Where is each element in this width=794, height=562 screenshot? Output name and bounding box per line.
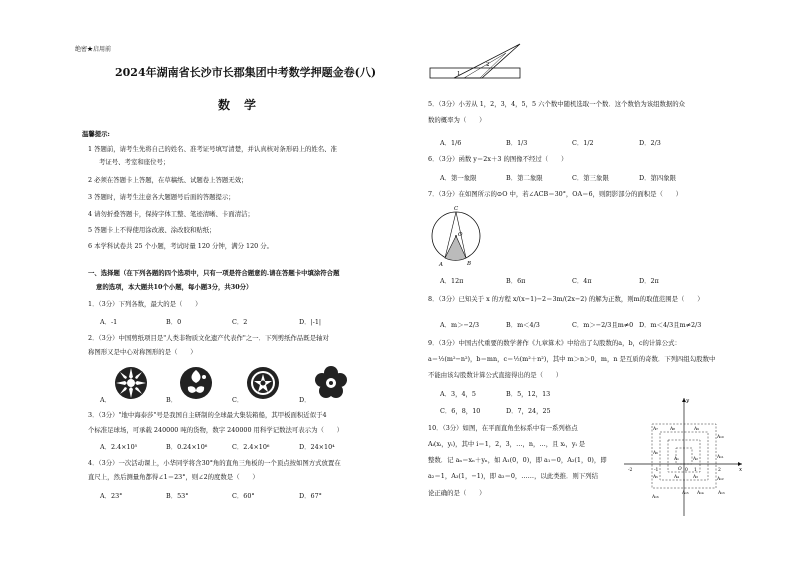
lattice-point-label: A₁₂ bbox=[717, 477, 724, 482]
q3-option-b: B．0.24×10⁶ bbox=[166, 443, 208, 451]
lattice-point-label: A₅ bbox=[653, 475, 658, 480]
q6-option-b: B．第二象限 bbox=[506, 174, 543, 182]
q5-option-c: C．1/2 bbox=[572, 139, 594, 147]
notice-item: 4 请勿折叠答题卡，保持字体工整、笔迹清晰、卡面清洁； bbox=[88, 210, 254, 218]
q9-option-c: C．6，8，10 bbox=[440, 407, 481, 415]
q7-option-b: B．6π bbox=[506, 277, 526, 285]
q9-option-d: D．7，24，25 bbox=[506, 407, 551, 415]
q9-option-b: B．5，12，13 bbox=[506, 390, 551, 398]
q3-option-a: A．2.4×10⁵ bbox=[100, 443, 138, 451]
q2-option-a: A． bbox=[100, 396, 112, 404]
question-5-stem: 数的概率为（ ） bbox=[428, 116, 486, 124]
lattice-point-label: A₁₁ bbox=[717, 455, 724, 460]
x-tick-label: -1 bbox=[654, 468, 659, 473]
angle-2-label: 2 bbox=[486, 62, 490, 68]
lattice-point-label: A₁₃ bbox=[718, 491, 725, 496]
ruler-triangle-figure bbox=[428, 42, 526, 88]
papercut-c-icon bbox=[245, 365, 281, 401]
question-9-stem: 9．（3分）中国古代重要的数学著作《九章算术》中给出了勾股数的a，b，c的计算公式： bbox=[428, 339, 681, 347]
question-5-stem: 5．（3分）小芳从 1，2，3，4，5，5 六个数中随机选取一个数．这个数恰为该组数据的众 bbox=[428, 100, 686, 108]
lattice-point-label: A₄ bbox=[674, 475, 679, 480]
angle-1-label: 1 bbox=[457, 71, 461, 77]
subject-title: 数学 bbox=[218, 98, 271, 112]
q8-option-a: A．m＞−2/3 bbox=[440, 321, 480, 329]
x-tick-label: 2 bbox=[718, 468, 721, 473]
question-10-stem: 10．（3分）如图，在平面直角坐标系中有一系列格点 bbox=[428, 424, 578, 432]
question-2-stem: 称图形又是中心对称图形的是（ ） bbox=[88, 348, 197, 356]
secret-label: 绝密★启用前 bbox=[75, 46, 112, 53]
q7-option-d: D．2π bbox=[639, 277, 659, 285]
q8-option-b: B．m＜4/3 bbox=[506, 321, 540, 329]
q6-option-a: A．第一象限 bbox=[440, 174, 477, 182]
y-axis-label: y bbox=[686, 398, 690, 404]
q6-option-d: D．第四象限 bbox=[639, 174, 677, 182]
lattice-point-label: A₁₀ bbox=[717, 435, 724, 440]
lattice-point-label: A₃ bbox=[693, 475, 698, 480]
lattice-point-label: A₆ bbox=[653, 451, 658, 456]
q7-option-a: A．12π bbox=[440, 277, 464, 285]
q1-option-d: D．|-1| bbox=[299, 318, 322, 326]
q4-option-d: D．67° bbox=[299, 492, 322, 500]
section-heading: 意的选项，本大题共10个小题，每小题3分，共30分） bbox=[96, 283, 253, 291]
section-heading: 一、选择题（在下列各题的四个选项中，只有一项是符合题意的.请在答题卡中填涂符合题 bbox=[88, 269, 340, 277]
question-6-stem: 6．（3分）函数 y＝2x＋3 的图像不经过（ ） bbox=[428, 155, 568, 163]
lattice-point-label: A₁₅ bbox=[682, 491, 689, 496]
q3-option-d: D．24×10⁴ bbox=[299, 443, 335, 451]
question-3-stem: 3．（3分）"地中海泰莎"号是我国自主研制的全球最大集装箱船，其甲板面积近似于4 bbox=[88, 411, 327, 419]
q3-option-c: C．2.4×10⁶ bbox=[232, 443, 270, 451]
question-9-stem: a＝½(m²−n²)，b＝mn，c＝½(m²＋n²)，其中 m＞n＞0，m，n 是互质的奇数．下列四组勾股数中 bbox=[428, 355, 716, 363]
q7-option-c: C．4π bbox=[572, 277, 592, 285]
origin-label: O bbox=[678, 467, 682, 472]
question-8-stem: 8．（3分）已知关于 x 的方程 x/(x−1)−2＝3m/(2x−2) 的解为正数，则m的取值范围是（ ） bbox=[428, 295, 704, 303]
q9-option-a: A．3，4，5 bbox=[440, 390, 476, 398]
question-10-stem: 整数．记 aₙ＝xₙ＋yₙ，如 A₁(0，0)，即 a₁＝0，A₂(1，0)，即 bbox=[428, 456, 607, 464]
question-7-stem: 7．（3分）在如图所示的⊙O 中，若∠ACB＝30°，OA＝6，则阴影部分的面积是（ ） bbox=[428, 190, 683, 198]
q4-option-b: B．53° bbox=[166, 492, 189, 500]
q1-option-c: C．2 bbox=[232, 318, 248, 326]
q2-option-b: B． bbox=[166, 396, 178, 404]
papercut-a-icon bbox=[113, 365, 149, 401]
q4-option-a: A．23° bbox=[100, 492, 123, 500]
question-10-stem: Aᵢ(xᵢ，yᵢ)，其中 i＝1，2，3，…，n，…，且 xᵢ，yᵢ 是 bbox=[428, 440, 586, 448]
lattice-point-figure bbox=[622, 394, 746, 518]
lattice-point-label: A₉ bbox=[694, 427, 699, 432]
x-tick-label: 0 bbox=[685, 468, 688, 473]
papercut-d-icon bbox=[314, 365, 348, 399]
question-9-stem: 不能由该勾股数计算公式直接得出的是（ ） bbox=[428, 371, 563, 379]
x-tick-label: 1 bbox=[694, 468, 697, 473]
lattice-point-label: A₈ bbox=[670, 427, 675, 432]
point-a-label: A bbox=[439, 262, 443, 268]
q4-option-c: C．60° bbox=[232, 492, 255, 500]
question-4-stem: 4．（3分）一次活动课上，小华同学将含30°角的直角三角板的一个顶点按如图方式放置在 bbox=[88, 459, 341, 467]
notice-item: 5 答题卡上不得使用涂改液、涂改胶和贴纸； bbox=[88, 226, 216, 234]
question-2-stem: 2．（3分）中国剪纸项目是"人类非物质文化遗产代表作"之一．下列剪纸作品既是轴对 bbox=[88, 334, 329, 342]
lattice-point-label: A₁₆ bbox=[652, 495, 659, 500]
notice-heading: 温馨提示: bbox=[82, 130, 110, 138]
notice-item: 2 必须在答题卡上答题，在草稿纸、试题卷上答题无效； bbox=[88, 176, 248, 184]
question-10-stem: 论正确的是（ ） bbox=[428, 489, 486, 497]
q1-option-b: B．0 bbox=[166, 318, 182, 326]
papercut-b-icon bbox=[178, 365, 214, 401]
q6-option-c: C．第三象限 bbox=[572, 174, 609, 182]
x-tick-label: -2 bbox=[628, 468, 633, 473]
q8-option-c: C．m＞−2/3且m≠0 bbox=[572, 321, 634, 329]
lattice-point-label: A₁ bbox=[674, 457, 679, 462]
q2-option-d: D． bbox=[299, 396, 311, 404]
notice-item: 考证号、考室和座位号； bbox=[99, 158, 170, 166]
q8-option-d: D．m＜4/3且m≠2/3 bbox=[639, 321, 702, 329]
q2-option-c: C． bbox=[232, 396, 244, 404]
notice-item: 3 答题时，请考生注意各大题题号后面的答题提示； bbox=[88, 193, 235, 201]
notice-item: 1 答题前，请考生先将自己的姓名、准考证号填写清楚，并认真核对条形码上的姓名、准 bbox=[88, 145, 337, 153]
page-title: 2024年湖南省长沙市长郡集团中考数学押题金卷(八) bbox=[115, 66, 377, 79]
question-10-stem: a₂＝1，A₃(1，−1)，即 a₃＝0，……，以此类推．则下列结 bbox=[428, 472, 598, 480]
x-axis-label: x bbox=[739, 467, 743, 473]
question-3-stem: 个标准足球场，可承载 240000 吨的货物，数字 240000 用科学记数法可表示为（ ） bbox=[88, 426, 344, 434]
lattice-point-label: A₁₄ bbox=[697, 491, 704, 496]
q1-option-a: A．-1 bbox=[100, 318, 118, 326]
circle-figure bbox=[428, 200, 484, 272]
lattice-point-label: A₇ bbox=[653, 427, 658, 432]
notice-item: 6 本学科试卷共 25 个小题，考试时量 120 分钟，满分 120 分。 bbox=[88, 242, 274, 250]
question-4-stem: 直尺上，然后测量角都得∠1＝23°，则∠2的度数是（ ） bbox=[88, 473, 259, 481]
point-c-label: C bbox=[454, 206, 459, 212]
q5-option-d: D．2/3 bbox=[639, 139, 661, 147]
q5-option-a: A．1/6 bbox=[440, 139, 462, 147]
question-1-stem: 1．（3分）下列各数，最大的是（ ） bbox=[88, 300, 202, 308]
point-b-label: B bbox=[467, 261, 472, 267]
point-o-label: O bbox=[458, 232, 463, 238]
lattice-point-label: A₂ bbox=[693, 457, 698, 462]
q5-option-b: B．1/3 bbox=[506, 139, 528, 147]
